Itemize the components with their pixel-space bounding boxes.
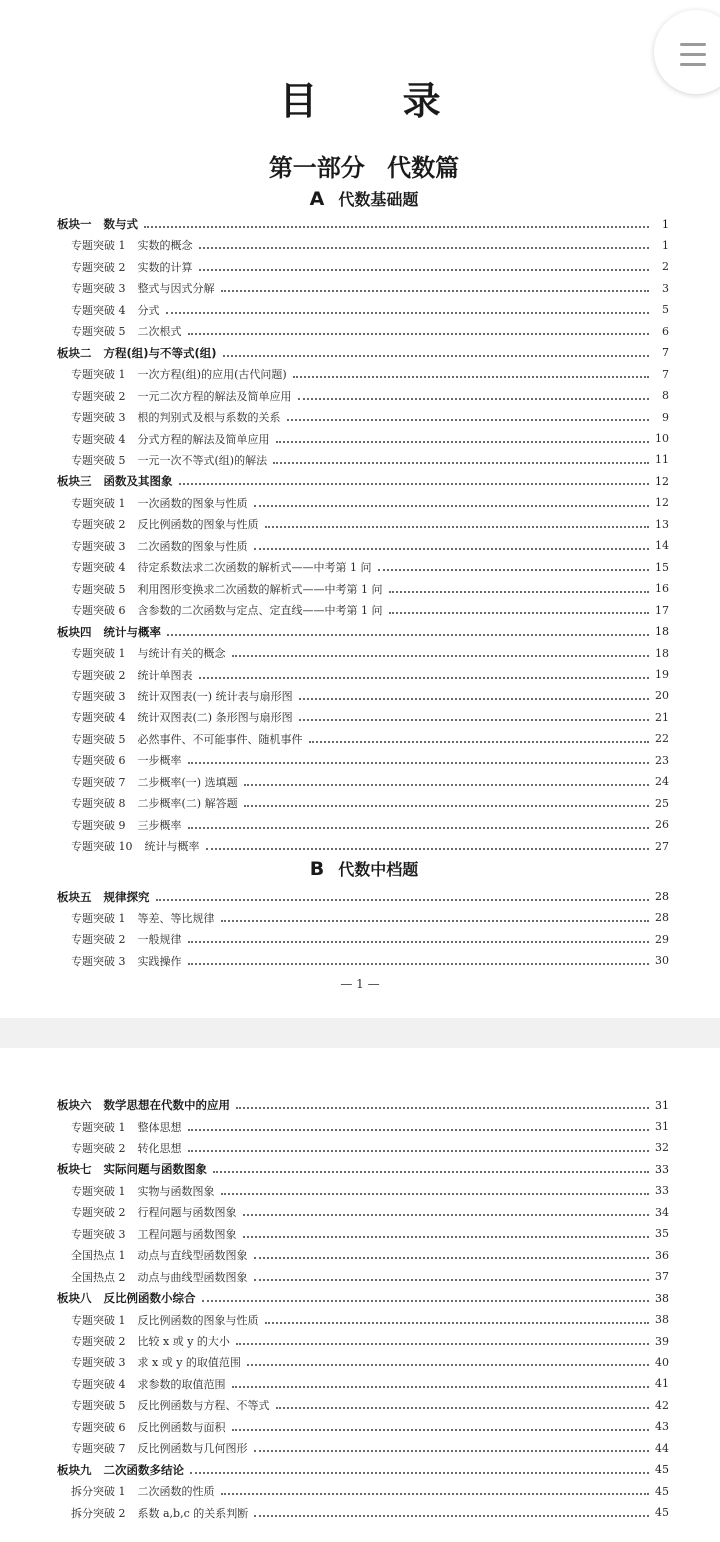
toc-row-label: 专题突破 5: [71, 453, 126, 467]
toc-page-number: 27: [655, 839, 669, 853]
toc-row-label: 全国热点 1: [71, 1249, 126, 1263]
toc-page-number: 39: [655, 1334, 669, 1348]
toc-leader-dots: [202, 1300, 650, 1302]
toc-topic-row[interactable]: [71, 707, 669, 727]
toc-row-label: 专题突破 2: [71, 1141, 126, 1155]
toc-row-label: 专题突破 2: [71, 668, 126, 682]
toc-row-label: 板块四: [57, 624, 92, 639]
toc-row-title: 实际问题与函数图象: [103, 1162, 207, 1177]
page-number-footer: — 1 —: [340, 977, 380, 991]
toc-row-label: 板块八: [57, 1291, 92, 1305]
toc-topic-row[interactable]: [71, 908, 669, 928]
toc-row-title: 系数 a,b,c 的关系判断: [137, 1506, 249, 1520]
toc-page-number: 19: [655, 668, 669, 681]
toc-leader-dots: [236, 1107, 649, 1109]
toc-page-number: 43: [655, 1420, 669, 1434]
toc-page-number: 34: [655, 1205, 669, 1219]
toc-page-number: 33: [655, 1162, 669, 1176]
section-heading-a: [0, 187, 720, 210]
toc-row-title: 一次方程(组)的应用(古代问题): [137, 368, 287, 382]
toc-row-label: 专题突破 2: [71, 933, 126, 947]
toc-topic-row[interactable]: [71, 235, 669, 255]
toc-topic-row[interactable]: [71, 1245, 669, 1265]
section-heading-b: [0, 857, 720, 880]
toc-leader-dots: [232, 655, 650, 657]
toc-leader-dots: [221, 1193, 650, 1195]
hamburger-icon: [680, 43, 706, 46]
toc-topic-row[interactable]: [71, 686, 669, 706]
toc-leader-dots: [166, 312, 650, 314]
toc-page-number: 23: [655, 753, 669, 767]
toc-chapter-row[interactable]: [57, 1460, 669, 1480]
toc-leader-dots: [232, 1429, 650, 1431]
toc-topic-row[interactable]: [71, 429, 669, 449]
toc-row-label: 专题突破 1: [71, 911, 126, 925]
toc-topic-row[interactable]: [71, 300, 669, 320]
toc-row-title: 等差、等比规律: [137, 911, 215, 925]
toc-leader-dots: [299, 719, 649, 721]
toc-page-number: 2: [662, 260, 669, 274]
toc-leader-dots: [243, 1236, 650, 1238]
toc-page-number: 10: [655, 432, 669, 445]
toc-row-title: 分式: [137, 303, 160, 317]
toc-page-number: 8: [662, 389, 669, 403]
toc-row-title: 一步概率: [137, 754, 182, 768]
toc-page-number: 32: [655, 1141, 669, 1155]
toc-page-number: 12: [655, 474, 669, 488]
toc-row-label: 专题突破 3: [71, 411, 126, 424]
toc-row-label: 专题突破 1: [71, 1120, 126, 1134]
toc-topic-row[interactable]: [71, 557, 669, 577]
toc-topic-row[interactable]: [71, 1117, 669, 1137]
toc-row-title: 方程(组)与不等式(组): [103, 345, 217, 360]
toc-leader-dots: [188, 762, 650, 764]
toc-topic-row[interactable]: [71, 1438, 669, 1458]
toc-leader-dots: [293, 376, 649, 378]
toc-row-label: 全国热点 2: [71, 1270, 126, 1284]
toc-row-label: 专题突破 6: [71, 604, 126, 618]
toc-page-number: 38: [655, 1313, 669, 1326]
toc-row-label: 专题突破 2: [71, 518, 126, 532]
toc-row-title: 数学思想在代数中的应用: [103, 1098, 230, 1112]
toc-leader-dots: [254, 548, 650, 550]
toc-row-title: 统计双图表(一) 统计表与扇形图: [137, 689, 293, 703]
toc-row-title: 实数的概念: [137, 239, 193, 253]
toc-row-title: 实践操作: [137, 954, 182, 968]
toc-row-label: 专题突破 3: [71, 689, 126, 703]
toc-page-number: 44: [655, 1441, 669, 1455]
toc-row-title: 反比例函数的图象与性质: [137, 1313, 259, 1327]
toc-row-title: 转化思想: [137, 1141, 182, 1155]
toc-chapter-row[interactable]: [57, 1159, 669, 1179]
toc-row-label: 专题突破 8: [71, 797, 126, 811]
toc-topic-row[interactable]: [71, 1417, 669, 1437]
toc-leader-dots: [247, 1364, 649, 1366]
toc-row-title: 二次函数的性质: [137, 1485, 215, 1499]
toc-row-title: 反比例函数小综合: [103, 1291, 196, 1305]
toc-topic-row[interactable]: [71, 793, 669, 813]
toc-row-label: 专题突破 3: [71, 282, 126, 296]
toc-leader-dots: [213, 1171, 649, 1173]
toc-row-label: 拆分突破 2: [71, 1506, 126, 1520]
toc-topic-row[interactable]: [71, 493, 669, 513]
toc-leader-dots: [188, 827, 650, 829]
toc-row-label: 板块九: [57, 1462, 92, 1477]
toc-topic-row[interactable]: [71, 643, 669, 663]
toc-row-title: 二次函数多结论: [103, 1462, 184, 1477]
toc-page-number: 33: [655, 1184, 669, 1198]
toc-row-title: 利用图形变换求二次函数的解析式——中考第 1 问: [137, 582, 383, 596]
toc-leader-dots: [221, 1493, 650, 1495]
toc-row-label: 专题突破 5: [71, 325, 126, 339]
toc-chapter-row[interactable]: [57, 1288, 669, 1308]
toc-row-label: 专题突破 3: [71, 954, 126, 968]
toc-topic-row[interactable]: [71, 450, 669, 470]
toc-topic-row[interactable]: [71, 514, 669, 534]
toc-row-label: 专题突破 2: [71, 1335, 126, 1348]
toc-row-title: 统计与概率: [144, 840, 200, 853]
toc-leader-dots: [254, 1279, 650, 1281]
toc-chapter-row[interactable]: [57, 343, 669, 363]
toc-topic-row[interactable]: [71, 321, 669, 341]
toc-topic-row[interactable]: [71, 750, 669, 770]
toc-topic-row[interactable]: [71, 1181, 669, 1201]
toc-topic-row[interactable]: [71, 1503, 669, 1523]
toc-page-number: 17: [655, 603, 669, 617]
toc-row-label: 专题突破 9: [71, 818, 126, 832]
toc-page-number: 5: [662, 303, 669, 317]
toc-page-number: 24: [655, 775, 669, 789]
toc-page-number: 45: [655, 1484, 669, 1498]
toc-page-number: 31: [655, 1098, 669, 1112]
toc-row-title: 实数的计算: [137, 260, 193, 274]
toc-topic-row[interactable]: [71, 364, 669, 384]
toc-leader-dots: [232, 1386, 650, 1388]
toc-leader-dots: [236, 1343, 649, 1345]
toc-row-title: 工程问题与函数图象: [137, 1227, 237, 1241]
toc-leader-dots: [188, 1129, 650, 1131]
toc-page-number: 22: [655, 732, 669, 746]
toc-row-title: 二次根式: [137, 325, 182, 339]
toc-row-title: 数与式: [103, 217, 138, 231]
toc-row-title: 一次函数的图象与性质: [137, 496, 248, 510]
toc-page-number: 15: [655, 560, 669, 574]
toc-leader-dots: [254, 1257, 650, 1259]
toc-topic-row[interactable]: [71, 1395, 669, 1415]
toc-row-title: 反比例函数的图象与性质: [137, 518, 259, 532]
toc-row-label: 板块五: [57, 889, 92, 904]
toc-row-label: 专题突破 3: [71, 1356, 126, 1370]
toc-page-number: 37: [655, 1270, 669, 1284]
toc-leader-dots: [199, 269, 650, 271]
toc-leader-dots: [276, 441, 650, 443]
toc-row-title: 与统计有关的概念: [137, 647, 226, 660]
toc-leader-dots: [199, 247, 650, 249]
toc-leader-dots: [389, 591, 650, 593]
toc-page-number: 45: [655, 1463, 669, 1477]
toc-row-title: 待定系数法求二次函数的解析式——中考第 1 问: [137, 561, 372, 575]
toc-row-title: 二次函数的图象与性质: [137, 539, 248, 553]
toc-row-label: 专题突破 4: [71, 303, 126, 317]
toc-topic-row[interactable]: [71, 1481, 669, 1501]
toc-page-number: 30: [655, 954, 669, 968]
toc-page-number: 25: [655, 796, 669, 810]
toc-row-title: 求参数的取值范围: [137, 1377, 226, 1391]
toc-row-title: 根的判别式及根与系数的关系: [137, 411, 281, 424]
toc-chapter-row[interactable]: [57, 214, 669, 234]
toc-row-title: 反比例函数与方程、不等式: [137, 1399, 270, 1413]
toc-page-number: 41: [655, 1377, 669, 1391]
toc-row-label: 拆分突破 1: [71, 1485, 126, 1499]
toc-row-label: 专题突破 1: [71, 368, 126, 382]
toc-row-label: 专题突破 3: [71, 1227, 126, 1241]
toc-topic-row[interactable]: [71, 407, 669, 427]
toc-row-label: 专题突破 1: [71, 647, 126, 660]
toc-topic-row[interactable]: [71, 1267, 669, 1287]
toc-leader-dots: [144, 226, 649, 228]
toc-row-label: 专题突破 1: [71, 1313, 126, 1327]
toc-page-number: 12: [655, 496, 669, 510]
toc-leader-dots: [276, 1407, 650, 1409]
toc-row-title: 含参数的二次函数与定点、定直线——中考第 1 问: [137, 604, 383, 618]
toc-topic-row[interactable]: [71, 929, 669, 949]
toc-leader-dots: [221, 920, 650, 922]
toc-leader-dots: [156, 899, 650, 901]
toc-leader-dots: [179, 483, 650, 485]
section-a-letter: A: [309, 188, 325, 210]
toc-row-label: 专题突破 4: [71, 711, 126, 725]
toc-leader-dots: [389, 612, 650, 614]
toc-leader-dots: [298, 398, 650, 400]
toc-leader-dots: [199, 677, 650, 679]
section-b-letter: B: [309, 858, 325, 880]
toc-leader-dots: [188, 941, 650, 943]
toc-row-label: 专题突破 6: [71, 1420, 126, 1434]
page-title: 目 录: [279, 78, 477, 123]
toc-row-title: 分式方程的解法及简单应用: [137, 432, 270, 446]
toc-row-title: 二步概率(一) 选填题: [137, 775, 238, 789]
toc-row-label: 专题突破 1: [71, 1184, 126, 1198]
toc-page-number: 26: [655, 818, 669, 832]
toc-leader-dots: [190, 1472, 649, 1474]
toc-row-label: 板块六: [57, 1098, 92, 1112]
toc-leader-dots: [254, 1515, 649, 1517]
toc-topic-row[interactable]: [71, 536, 669, 556]
toc-row-label: 专题突破 4: [71, 1377, 126, 1391]
toc-row-label: 专题突破 2: [71, 1206, 126, 1220]
toc-page-number: 29: [655, 932, 669, 946]
toc-row-title: 统计单图表: [137, 668, 193, 682]
toc-topic-row[interactable]: [71, 836, 669, 856]
toc-topic-row[interactable]: [71, 278, 669, 298]
section-b-name: 代数中档题: [338, 860, 419, 879]
toc-row-title: 统计与概率: [103, 624, 161, 639]
toc-page-number: 1: [662, 238, 669, 252]
toc-chapter-row[interactable]: [57, 622, 669, 642]
toc-row-label: 板块七: [57, 1162, 92, 1177]
toc-row-title: 二步概率(二) 解答题: [137, 797, 238, 811]
toc-leader-dots: [265, 1322, 650, 1324]
toc-row-title: 函数及其图象: [103, 474, 173, 489]
toc-page-number: 38: [655, 1291, 669, 1305]
toc-leader-dots: [244, 784, 649, 786]
toc-page-number: 36: [655, 1248, 669, 1262]
toc-page-number: 20: [655, 689, 669, 703]
toc-leader-dots: [188, 333, 650, 335]
toc-topic-row[interactable]: [71, 600, 669, 620]
toc-page-number: 42: [655, 1398, 669, 1412]
toc-page-number: 35: [655, 1227, 669, 1241]
toc-row-label: 专题突破 7: [71, 775, 126, 789]
toc-topic-row[interactable]: [71, 257, 669, 277]
toc-leader-dots: [188, 1150, 650, 1152]
toc-leader-dots: [223, 355, 649, 357]
toc-page-number: 18: [655, 625, 669, 638]
hamburger-icon-bar: [680, 53, 706, 56]
toc-page-number: 7: [662, 367, 669, 381]
toc-leader-dots: [378, 569, 650, 571]
toc-page-number: 7: [662, 346, 669, 360]
toc-row-label: 专题突破 6: [71, 754, 126, 768]
toc-row-title: 实物与函数图象: [137, 1184, 215, 1198]
toc-leader-dots: [244, 805, 649, 807]
toc-page-number: 3: [662, 281, 669, 295]
toc-leader-dots: [299, 698, 649, 700]
toc-page-number: 31: [655, 1120, 669, 1133]
toc-page-number: 11: [655, 453, 669, 467]
toc-row-label: 专题突破 4: [71, 432, 126, 446]
toc-leader-dots: [221, 290, 650, 292]
toc-page-number: 21: [655, 710, 669, 724]
toc-chapter-row[interactable]: [57, 1095, 669, 1115]
toc-row-label: 专题突破 1: [71, 239, 126, 253]
toc-row-title: 整式与因式分解: [137, 282, 215, 296]
toc-row-title: 反比例函数与几何图形: [137, 1442, 248, 1456]
toc-row-title: 动点与曲线型函数图象: [137, 1270, 248, 1284]
toc-row-label: 专题突破 3: [71, 539, 126, 553]
toc-leader-dots: [167, 634, 649, 636]
toc-row-label: 专题突破 5: [71, 582, 126, 596]
toc-leader-dots: [273, 462, 649, 464]
toc-chapter-row[interactable]: [57, 887, 669, 907]
toc-row-label: 专题突破 5: [71, 1399, 126, 1413]
toc-topic-row[interactable]: [71, 1310, 669, 1330]
toc-page-number: 6: [662, 324, 669, 338]
part-heading: 第一部分 代数篇: [268, 153, 460, 182]
toc-leader-dots: [243, 1214, 650, 1216]
toc-row-label: 专题突破 2: [71, 389, 126, 403]
toc-row-title: 整体思想: [137, 1120, 182, 1134]
toc-row-title: 统计双图表(二) 条形图与扇形图: [137, 711, 293, 725]
toc-row-title: 规律探究: [103, 889, 150, 904]
toc-topic-row[interactable]: [71, 579, 669, 599]
toc-leader-dots: [265, 526, 650, 528]
toc-row-title: 一元一次不等式(组)的解法: [137, 453, 268, 467]
toc-topic-row[interactable]: [71, 951, 669, 971]
hamburger-icon-bar: [680, 63, 706, 66]
section-a-name: 代数基础题: [338, 190, 419, 209]
toc-row-label: 专题突破 1: [71, 496, 126, 510]
toc-row-label: 专题突破 10: [71, 840, 133, 853]
toc-leader-dots: [254, 1450, 650, 1452]
toc-row-title: 必然事件、不可能事件、随机事件: [137, 732, 303, 746]
toc-page-number: 9: [662, 410, 669, 424]
toc-topic-row[interactable]: [71, 1331, 669, 1351]
toc-row-label: 专题突破 5: [71, 732, 126, 746]
toc-row-title: 动点与直线型函数图象: [137, 1249, 248, 1263]
toc-leader-dots: [206, 848, 650, 850]
toc-row-title: 一般规律: [137, 933, 182, 947]
toc-row-label: 板块一: [57, 217, 92, 231]
toc-row-label: 板块三: [57, 474, 92, 489]
toc-row-title: 比较 x 或 y 的大小: [137, 1335, 230, 1348]
toc-page-number: 28: [655, 911, 669, 925]
toc-page-number: 13: [655, 517, 669, 531]
toc-row-label: 专题突破 4: [71, 561, 126, 575]
toc-leader-dots: [287, 419, 650, 421]
toc-page-number: 28: [655, 890, 669, 903]
toc-leader-dots: [254, 505, 650, 507]
toc-page-number: 16: [655, 582, 669, 596]
toc-page-number: 40: [655, 1355, 669, 1369]
toc-leader-dots: [309, 741, 650, 743]
toc-page-number: 18: [655, 646, 669, 660]
toc-page-number: 14: [655, 539, 669, 553]
toc-row-label: 专题突破 7: [71, 1442, 126, 1456]
toc-topic-row[interactable]: [71, 1374, 669, 1394]
toc-topic-row[interactable]: [71, 815, 669, 835]
toc-topic-row[interactable]: [71, 665, 669, 685]
toc-topic-row[interactable]: [71, 1138, 669, 1158]
toc-topic-row[interactable]: [71, 729, 669, 749]
toc-topic-row[interactable]: [71, 772, 669, 792]
toc-topic-row[interactable]: [71, 386, 669, 406]
toc-row-label: 板块二: [57, 345, 92, 360]
toc-topic-row[interactable]: [71, 1352, 669, 1372]
toc-page-number: 1: [662, 217, 669, 231]
toc-row-title: 三步概率: [137, 818, 182, 832]
toc-row-title: 一元二次方程的解法及简单应用: [137, 389, 292, 403]
toc-leader-dots: [188, 963, 650, 965]
toc-page-number: 45: [655, 1506, 669, 1519]
toc-row-title: 求 x 或 y 的取值范围: [137, 1356, 241, 1370]
toc-topic-row[interactable]: [71, 1202, 669, 1222]
toc-row-title: 行程问题与函数图象: [137, 1206, 237, 1220]
toc-chapter-row[interactable]: [57, 471, 669, 491]
toc-row-title: 反比例函数与面积: [137, 1420, 226, 1434]
toc-row-label: 专题突破 2: [71, 260, 126, 274]
toc-topic-row[interactable]: [71, 1224, 669, 1244]
